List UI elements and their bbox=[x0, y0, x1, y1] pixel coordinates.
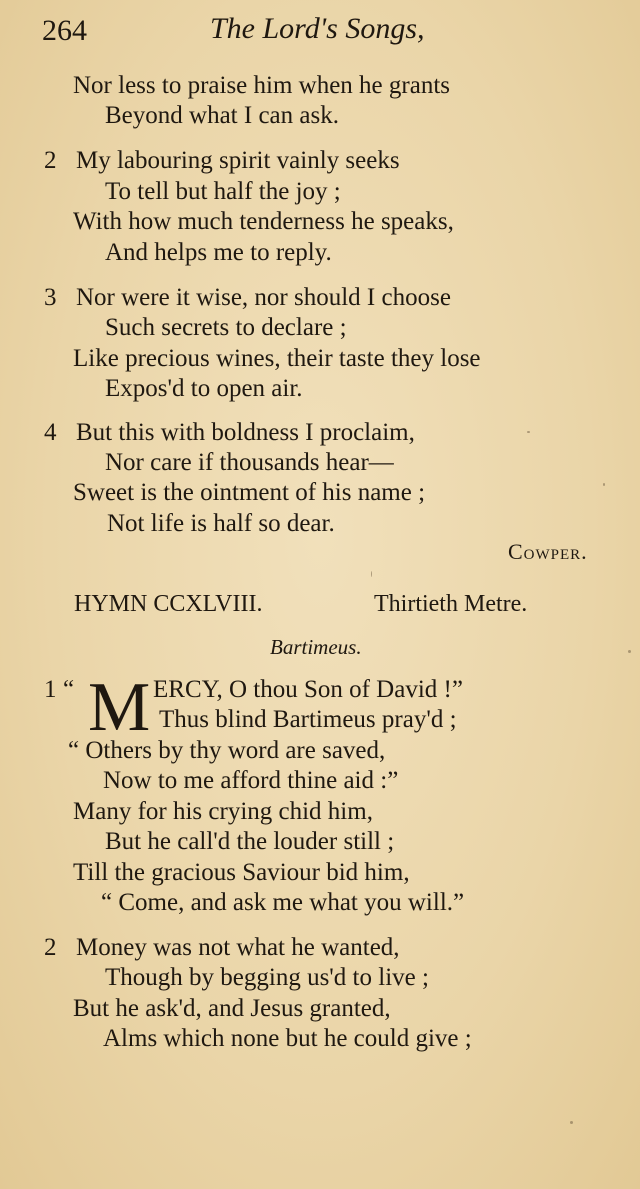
verse-line: Not life is half so dear. bbox=[107, 510, 335, 537]
verse-line: “ Come, and ask me what you will.” bbox=[101, 889, 465, 916]
verse-line: And helps me to reply. bbox=[105, 239, 332, 266]
paper-speck bbox=[570, 1121, 573, 1124]
verse-line: Expos'd to open air. bbox=[105, 375, 303, 402]
hymn-subtitle: Bartimeus. bbox=[270, 635, 362, 659]
verse-line: “ Others by thy word are saved, bbox=[68, 737, 386, 764]
verse-line: Now to me afford thine aid :” bbox=[103, 767, 399, 794]
hymn-metre: Thirtieth Metre. bbox=[374, 591, 528, 617]
verse-line: To tell but half the joy ; bbox=[105, 178, 341, 205]
verse-line: Money was not what he wanted, bbox=[76, 934, 400, 961]
drop-cap: M bbox=[88, 669, 151, 746]
paper-speck bbox=[603, 483, 605, 486]
verse-number: 2 bbox=[44, 934, 57, 961]
verse-line: But he call'd the louder still ; bbox=[105, 828, 395, 855]
author-attribution: Cowper. bbox=[508, 539, 588, 564]
verse-line: Alms which none but he could give ; bbox=[103, 1025, 472, 1052]
paper-speck bbox=[527, 431, 530, 433]
paper-speck bbox=[628, 650, 631, 653]
verse-number: 1 bbox=[44, 676, 57, 703]
verse-line: Like precious wines, their taste they lose bbox=[73, 345, 481, 372]
verse-line: Till the gracious Saviour bid him, bbox=[73, 859, 410, 886]
verse-line: Many for his crying chid him, bbox=[73, 798, 373, 825]
page-number: 264 bbox=[42, 14, 87, 47]
verse-line: Such secrets to declare ; bbox=[105, 314, 347, 341]
verse-line: Nor care if thousands hear— bbox=[105, 449, 394, 476]
verse-line: ERCY, O thou Son of David !” bbox=[153, 676, 463, 703]
verse-line: Thus blind Bartimeus pray'd ; bbox=[159, 706, 457, 733]
verse-number: 4 bbox=[44, 419, 57, 446]
verse-line: But this with boldness I proclaim, bbox=[76, 419, 415, 446]
verse-line: Nor were it wise, nor should I choose bbox=[76, 284, 451, 311]
verse-line: Nor less to praise him when he grants bbox=[73, 72, 451, 99]
verse-number: 3 bbox=[44, 284, 57, 311]
verse-line: Beyond what I can ask. bbox=[105, 102, 339, 129]
verse-number: 2 bbox=[44, 147, 57, 174]
running-title: The Lord's Songs, bbox=[210, 12, 425, 45]
hymn-heading: HYMN CCXLVIII. bbox=[74, 591, 263, 617]
verse-line: My labouring spirit vainly seeks bbox=[76, 147, 400, 174]
verse-line: But he ask'd, and Jesus granted, bbox=[73, 995, 391, 1022]
opening-quote: “ bbox=[63, 676, 75, 703]
verse-line: Sweet is the ointment of his name ; bbox=[73, 479, 426, 506]
paper-speck bbox=[371, 571, 372, 577]
verse-line: Though by begging us'd to live ; bbox=[105, 964, 429, 991]
verse-line: With how much tenderness he speaks, bbox=[73, 208, 454, 235]
